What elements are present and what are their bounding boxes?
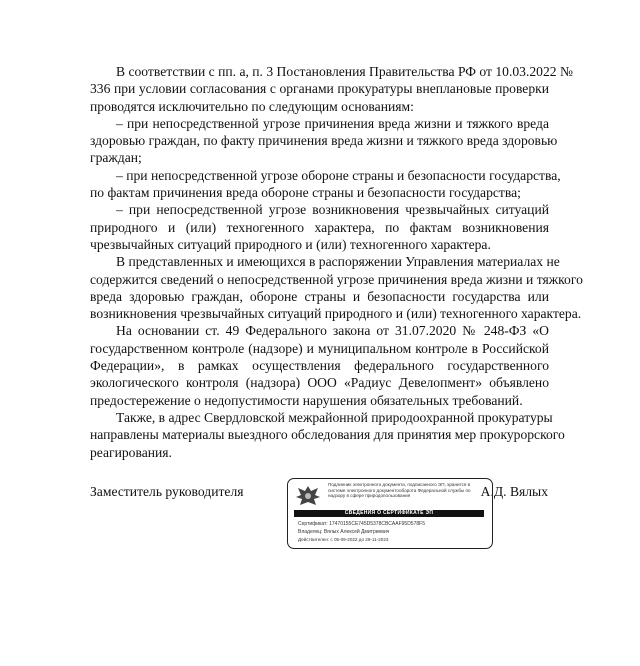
text-line: по фактам причинения вреда обороне страны и безопасности государства; (90, 185, 521, 201)
text-line: – при непосредственной угрозе возникновения чрезвычайных ситуаций (116, 202, 549, 218)
coat-of-arms-icon (294, 483, 322, 509)
text-line: 336 при условии согласования с органами прокуратуры внеплановые проверки (90, 81, 549, 97)
text-line: – при непосредственной угрозе обороне страны и безопасности государства, (116, 167, 561, 183)
text-line: реагирования. (90, 444, 172, 460)
signatory-position: Заместитель руководителя (90, 484, 244, 499)
text-line: государственном контроле (надзоре) и муниципальном контроле в Российской (90, 340, 549, 356)
text-line: направлены материалы выездного обследования для принятия мер прокурорского (90, 427, 565, 443)
text-line: экологического контроля (надзора) ООО «Радиус Девелопмент» объявлено (90, 375, 549, 391)
text-line: В соответствии с пп. а, п. 3 Постановления Правительства РФ от 10.03.2022 № (116, 64, 573, 79)
text-line: Также, в адрес Свердловской межрайонной природоохранной прокуратуры (116, 409, 553, 425)
paragraph (90, 409, 565, 461)
signatory-name: А.Д. Вялых (480, 484, 548, 499)
text-line: – при непосредственной угрозе причинения вреда жизни и тяжкого вреда (116, 115, 549, 131)
text-line: возникновения чрезвычайных ситуаций природного и (или) техногенного характера. (90, 306, 582, 322)
paragraph (90, 201, 549, 253)
text-line: природного и (или) техногенного характера, по фактам возникновения (90, 219, 549, 235)
text-line: На основании ст. 49 Федерального закона от 31.07.2020 № 248-ФЗ «О (116, 323, 549, 339)
text-line: предостережение о недопустимости нарушения обязательных требований. (90, 392, 523, 408)
text-line: Федерации», в рамках осуществления федерального государственного (90, 358, 549, 374)
text-line: чрезвычайных ситуаций природного и (или) техногенного характера. (90, 236, 491, 252)
text-line: граждан; (90, 150, 142, 166)
text-line: проводятся исключительно по следующим основаниям: (90, 98, 414, 114)
paragraph (90, 322, 549, 408)
e-signature-stamp (287, 478, 493, 549)
stamp-note: Подлинник электронного документа, подписанного ЭП, хранится в системе электронного документооборота Федеральной службы по надзору в сфере природопользования (328, 482, 471, 499)
paragraph (90, 63, 573, 115)
stamp-certificate: Сертификат: 17470155CE745D5378CBCAAF95D578F5 (298, 521, 425, 527)
text-line: здоровью граждан, по факту причинения вреда жизни и тяжкого вреда здоровью (90, 133, 558, 149)
text-line: В представленных и имеющихся в распоряжении Управления материалах не (116, 254, 560, 270)
stamp-header: СВЕДЕНИЯ О СЕРТИФИКАТЕ ЭП (294, 510, 484, 517)
document-body (90, 63, 583, 461)
paragraph (90, 167, 561, 202)
paragraph (90, 115, 558, 167)
text-line: содержится сведений о непосредственной угрозе причинения вреда жизни и тяжкого (90, 271, 583, 287)
text-line: вреда здоровью граждан, обороне страны и безопасности государства или (90, 288, 549, 304)
stamp-owner: Владелец: Вялых Алексей Дмитриевич (298, 529, 390, 535)
stamp-validity: Действителен: с 05-09-2022 до 29-11-2023 (298, 537, 389, 542)
paragraph (90, 253, 583, 322)
